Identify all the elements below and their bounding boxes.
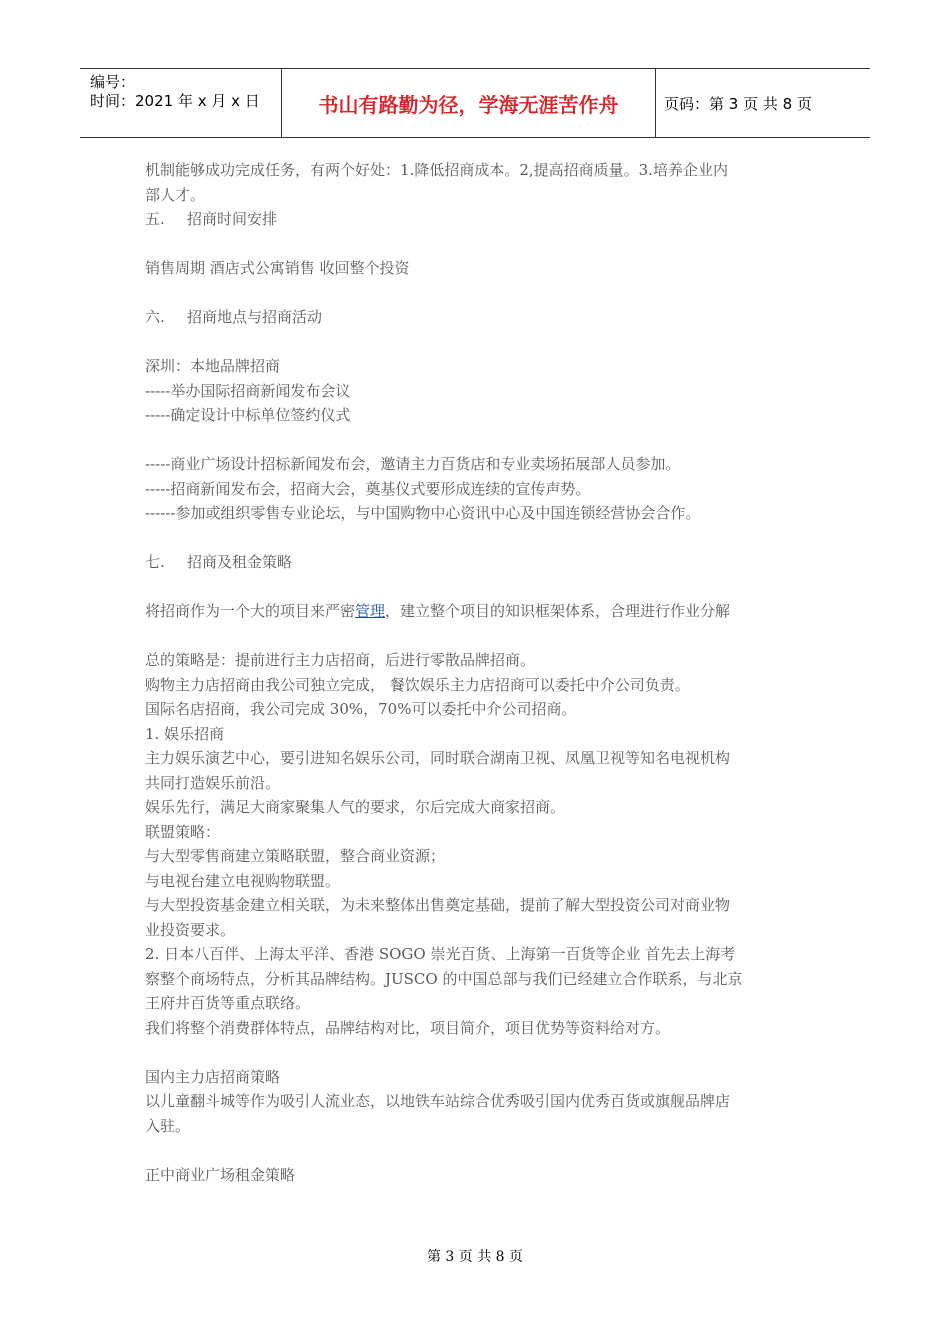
paragraph-line: 我们将整个消费群体特点，品牌结构对比，项目简介，项目优势等资料给对方。 bbox=[145, 1018, 671, 1037]
paragraph-line: 机制能够成功完成任务，有两个好处：1.降低招商成本。2,提高招商质量。3.培养企业内 bbox=[145, 161, 728, 179]
paragraph-line: 与电视台建立电视购物联盟。 bbox=[145, 871, 341, 890]
paragraph-line: 购物主力店招商由我公司独立完成， 餐饮娱乐主力店招商可以委托中介公司负责。 bbox=[145, 675, 690, 694]
list-item: -----确定设计中标单位签约仪式 bbox=[145, 406, 351, 424]
section-heading-5 bbox=[145, 207, 810, 232]
paragraph-line: 入驻。 bbox=[145, 1116, 191, 1135]
list-item: ------参加或组织零售专业论坛，与中国购物中心资讯中心及中国连锁经营协会合作。 bbox=[145, 504, 701, 522]
text-span: ，建立整个项目的知识框架体系，合理进行作业分解 bbox=[385, 602, 731, 620]
paragraph-line: 总的策略是：提前进行主力店招商，后进行零散品牌招商。 bbox=[145, 651, 536, 669]
paragraph-line: 王府井百货等重点联络。 bbox=[145, 994, 311, 1012]
paragraph-line: 共同打造娱乐前沿。 bbox=[145, 773, 281, 792]
paragraph-line: 深圳：本地品牌招商 bbox=[145, 357, 281, 375]
document-time-label: 时间：2021 年 x 月 x 日 bbox=[90, 92, 260, 110]
section-heading-7 bbox=[145, 550, 810, 575]
paragraph-line: 与大型零售商建立策略联盟，整合商业资源； bbox=[145, 847, 446, 865]
paragraph-line: 娱乐先行，满足大商家聚集人气的要求，尔后完成大商家招商。 bbox=[145, 798, 566, 816]
header-motto-cell bbox=[281, 69, 656, 137]
paragraph-line: 部人才。 bbox=[145, 185, 206, 204]
header-page-info: 页码：第 3 页 共 8 页 bbox=[664, 94, 812, 113]
paragraph-line: 1. 娱乐招商 bbox=[145, 724, 225, 743]
document-body bbox=[145, 158, 810, 1187]
paragraph-line: 业投资要求。 bbox=[145, 920, 236, 939]
paragraph-line: 察整个商场特点，分析其品牌结构。JUSCO 的中国总部与我们已经建立合作联系，与北京 bbox=[145, 969, 743, 988]
section-title: 招商及租金策略 bbox=[187, 553, 293, 571]
management-link[interactable]: 管理 bbox=[355, 602, 386, 620]
text-span: 将招商作为一个大的项目来严密 bbox=[145, 602, 356, 620]
paragraph-line: 以儿童翻斗城等作为吸引人流业态，以地铁车站综合优秀吸引国内优秀百货或旗舰品牌店 bbox=[145, 1092, 731, 1110]
paragraph-line: 国际名店招商，我公司完成 30%，70%可以委托中介公司招商。 bbox=[145, 700, 577, 718]
paragraph-line: 销售周期 酒店式公寓销售 收回整个投资 bbox=[145, 259, 410, 277]
paragraph-line: 联盟策略： bbox=[145, 822, 221, 841]
page-footer: 第 3 页 共 8 页 bbox=[426, 1249, 524, 1265]
section-number: 六. bbox=[145, 308, 165, 326]
list-item: -----商业广场设计招标新闻发布会，邀请主力百货店和专业卖场拓展部人员参加。 bbox=[145, 455, 681, 473]
section-heading-6 bbox=[145, 305, 810, 330]
list-item: -----招商新闻发布会，招商大会，奠基仪式要形成连续的宣传声势。 bbox=[145, 479, 591, 498]
paragraph-line: 正中商业广场租金策略 bbox=[145, 1165, 296, 1184]
paragraph-line: 与大型投资基金建立相关联，为未来整体出售奠定基础，提前了解大型投资公司对商业物 bbox=[145, 896, 731, 914]
section-title: 招商时间安排 bbox=[187, 210, 278, 228]
document-header bbox=[80, 68, 870, 138]
section-number: 五. bbox=[145, 210, 165, 228]
list-item: -----举办国际招商新闻发布会议 bbox=[145, 381, 351, 400]
header-meta bbox=[80, 69, 281, 137]
section-number: 七. bbox=[145, 553, 165, 571]
header-motto: 书山有路勤为径，学海无涯苦作舟 bbox=[318, 92, 619, 117]
paragraph-line: 国内主力店招商策略 bbox=[145, 1067, 281, 1086]
paragraph-line: 2. 日本八百伴、上海太平洋、香港 SOGO 崇光百货、上海第一百货等企业 首先去上海考 bbox=[145, 945, 736, 963]
paragraph-line: 主力娱乐演艺中心，要引进知名娱乐公司，同时联合湖南卫视、凤凰卫视等知名电视机构 bbox=[145, 749, 731, 767]
paragraph-line bbox=[145, 599, 810, 624]
document-number-label: 编号： bbox=[90, 73, 136, 91]
section-title: 招商地点与招商活动 bbox=[187, 308, 323, 326]
